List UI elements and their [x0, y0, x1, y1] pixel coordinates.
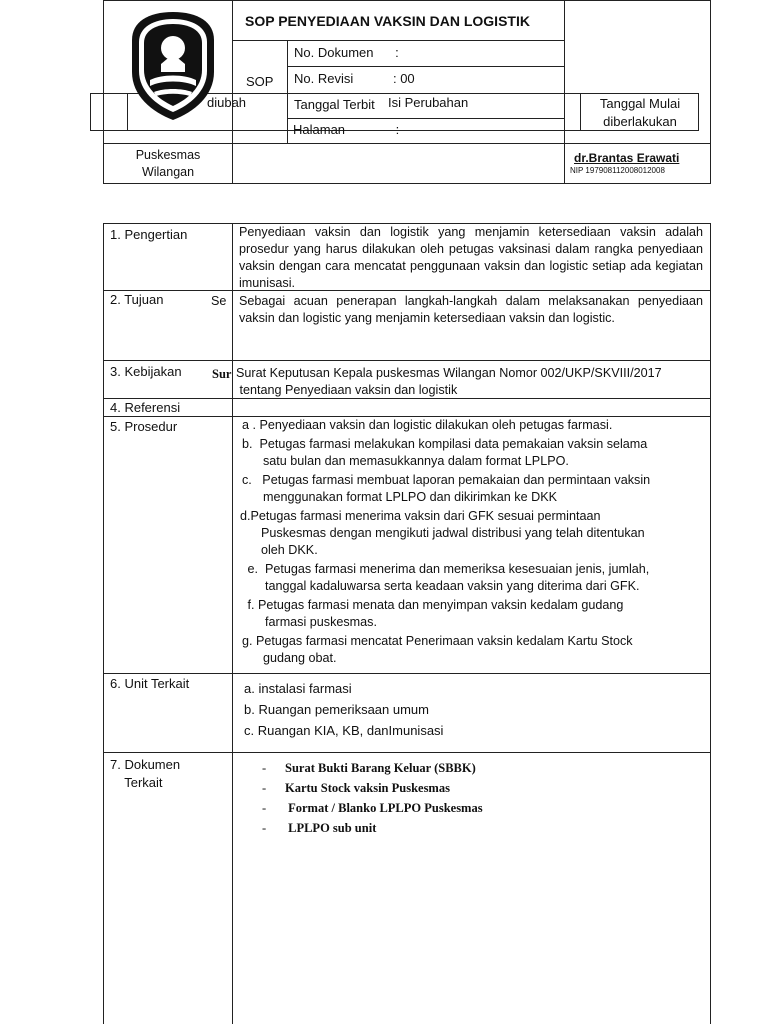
dokumen-item: - Surat Bukti Barang Keluar (SBBK)	[262, 758, 483, 778]
effective-date: Tanggal Mulai diberlakukan	[599, 96, 681, 129]
bullet: -	[262, 781, 267, 795]
dokumen-item: - LPLPO sub unit	[262, 818, 483, 838]
pengertian-text: Penyediaan vaksin dan logistik yang menjamin ketersediaan vaksin adalah prosedur yang harus dilakukan oleh petugas vaksinasi dalam rangka penyediaan vaksin dengan cara mencatat penggunaan vaksin dan logistic setiap ada kegiatan imunisasi.	[239, 225, 703, 290]
prosedur-list	[240, 417, 708, 667]
label-unit-terkait: 6. Unit Terkait	[110, 676, 190, 691]
dokumen-item: - Format / Blanko LPLPO Puskesmas	[262, 798, 483, 818]
prosedur-step: f. Petugas farmasi menata dan menyimpan vaksin kedalam gudang farmasi puskesmas.	[247, 598, 624, 629]
sop-title: SOP PENYEDIAAN VAKSIN DAN LOGISTIK	[245, 13, 530, 29]
prosedur-step: a . Penyediaan vaksin dan logistic dilakukan oleh petugas farmasi.	[242, 418, 613, 432]
changed-label: diubah	[207, 95, 247, 110]
tujuan-text: Sebagai acuan penerapan langkah-langkah dalam melaksanakan penyediaan vaksin dan logistic yang menjamin ketersediaan vaksin dan logistic.	[239, 294, 703, 325]
change-content: Isi Perubahan	[388, 95, 469, 110]
revision-number: No. Revisi : 00	[294, 71, 415, 86]
bullet: -	[262, 761, 267, 775]
label-pengertian: 1. Pengertian	[110, 227, 188, 242]
dokumen-item: - Kartu Stock vaksin Puskesmas	[262, 778, 483, 798]
puskesmas-name: Puskesmas Wilangan	[135, 148, 201, 179]
signer-nip: NIP 197908112008012008	[570, 166, 665, 175]
dokumen-terkait-list	[262, 758, 483, 838]
sop-label: SOP	[246, 74, 274, 89]
kabupaten-logo	[128, 10, 218, 122]
prosedur-step: c. Petugas farmasi membuat laporan pemakaian dan permintaan vaksin menggunakan format LPLPO dan dikirimkan ke DKK	[242, 473, 651, 504]
label-kebijakan: 3. Kebijakan	[110, 364, 182, 379]
prosedur-step: d.Petugas farmasi menerima vaksin dari GFK sesuai permintaan Puskesmas dengan mengikuti jadwal distribusi yang telah ditentukan oleh DKK.	[240, 509, 645, 557]
page-count: Halaman :	[293, 122, 400, 137]
prosedur-step: e. Petugas farmasi menerima dan memeriksa kesesuaian jenis, jumlah, tanggal kadaluwarsa serta keadaan vaksin yang diterima dari GFK.	[247, 562, 650, 593]
unit-item: a. instalasi farmasi	[244, 681, 352, 696]
kebijakan-overlap-text: Sur	[212, 367, 232, 381]
label-dokumen-terkait: 7. Dokumen Terkait	[110, 757, 181, 790]
bullet: -	[262, 821, 267, 835]
doc-number: No. Dokumen :	[294, 45, 399, 60]
kebijakan-text: Surat Keputusan Kepala puskesmas Wilangan Nomor 002/UKP/SKVIII/2017 tentang Penyediaan vaksin dan logistik	[236, 366, 662, 397]
unit-item: b. Ruangan pemeriksaan umum	[244, 702, 429, 717]
unit-terkait-list	[244, 678, 443, 741]
signer-name: dr.Brantas Erawati	[574, 151, 680, 165]
prosedur-step: g. Petugas farmasi mencatat Penerimaan vaksin kedalam Kartu Stock gudang obat.	[242, 634, 633, 665]
prosedur-step: b. Petugas farmasi melakukan kompilasi data pemakaian vaksin selama satu bulan dan memasukkannya dalam format LPLPO.	[242, 437, 648, 468]
tujuan-overlap-text: Se	[211, 294, 227, 308]
label-tujuan: 2. Tujuan	[110, 292, 164, 307]
label-prosedur: 5. Prosedur	[110, 419, 178, 434]
bullet: -	[262, 801, 267, 815]
label-referensi: 4. Referensi	[110, 400, 181, 415]
unit-item: c. Ruangan KIA, KB, danImunisasi	[244, 723, 444, 738]
issue-date: Tanggal Terbit	[294, 97, 375, 112]
